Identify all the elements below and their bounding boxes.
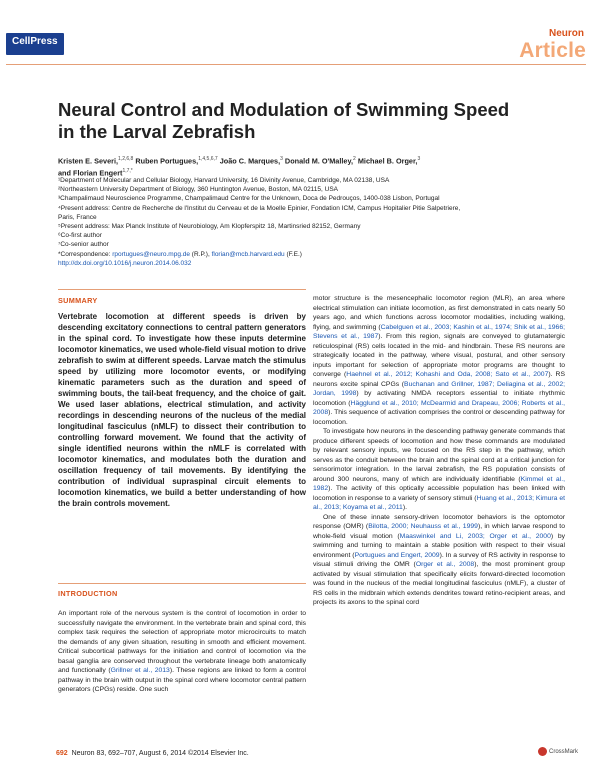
author-name: Kristen E. Severi, (58, 156, 119, 166)
affiliation-line: ¹Department of Molecular and Cellular Biology, Harvard University, 16 Divinity Avenue, Cambridge, MA 02138, USA (58, 177, 390, 184)
summary-text: Vertebrate locomotion at different speeds is driven by descending excitatory connections to central pattern generators in the spinal cord. To investigate how these inputs determine locomotor kinematics, we used whole-field visual motion to drive zebrafish to swim at different speeds. Larvae match the stimulus speed by utilizing more locomotor events, or modifying kinematic parameters such as the duration and speed of swimming bouts, the tail-beat frequency, and the choice of gait. We used laser ablations, electrical stimulation, and activity recordings in descending neurons of the nucleus of the medial longitudinal fasciculus (nMLF) to dissect their contribution to controlling forward movement. We found that the activity of single identified neurons within the nMLF is correlated with locomotor kinematics, and modulates both the duration and oscillation frequency of tail movements. By identifying the contribution of individual supraspinal circuit elements to locomotion kinematics, we build a better understanding of how the brain controls movement. (58, 312, 306, 508)
introduction-section (58, 589, 306, 695)
crossmark-label: CrossMark (549, 749, 579, 756)
intro-text: An important role of the nervous system is the control of locomotion in order to successfully navigate the environment. In the vertebrate brain and spinal cord, this complex task requires the selection of appropriate motor microcircuits to match the demands of any given situation, resulting in smooth and efficient movement. Critical subcortical pathways for the initiation and control of locomotion via the basal ganglia are conserved throughout the vertebrate lineage both anatomically and functionally ( (58, 610, 306, 674)
body-paragraph (313, 513, 565, 608)
affiliation-line: ³Champalimaud Neuroscience Programme, Champalimaud Centre for the Unknown, Doca de Pedrouços, 1400-038 Lisbon, Portugal (58, 195, 440, 203)
correspondence-text: (F.E.) (284, 250, 302, 258)
affiliation-line: ⁷Co-senior author (58, 241, 109, 249)
email-link-portugues[interactable]: rportugues@neuro.mpg.de (112, 250, 190, 258)
citation-link[interactable]: Hägglund et al., 2010; McDearmid and Drapeau, 2006; Roberts et al., 2008 (313, 399, 565, 416)
summary-heading: SUMMARY (58, 296, 98, 305)
citation-link[interactable]: Orger et al., 2008 (415, 561, 475, 568)
body-text: ). In a survey of RS activity in response to visual stimuli driving the OMR ( (313, 551, 566, 568)
introduction-heading: INTRODUCTION (58, 589, 118, 598)
body-text: ). (402, 504, 407, 511)
email-link-engert[interactable]: florian@mcb.harvard.edu (211, 250, 285, 258)
page-header (0, 0, 600, 62)
body-text: ) by activating NMDA receptors essential to initiate rhythmic locomotion ( (313, 390, 565, 407)
author-sup: 1,2,6,8 (118, 156, 134, 162)
body-text: To investigate how neurons in the descending pathway generate commands that produce different speeds of locomotion and how these commands are modulated by relevant sensory inputs, we focused on the RS step in the pathway, which serves as the conduit between the brain and the spinal cord at a critical junction for sensorimotor integration. In the larval zebrafish, the RS population consists of around 300 neurons, many of which are individually identifiable ( (313, 428, 565, 483)
citation-link[interactable]: Portugues and Engert, 2009 (354, 551, 440, 559)
correspondence-line (58, 250, 568, 259)
affiliation-line: Paris, France (58, 213, 97, 221)
body-text: ), the most prominent group activated by visual stimulation that specifically elicits forward-directed locomotion was found in the nucleus of the medial longitudinal fasciculus (nMLF), a cluster of RS cells in the midbrain which extends dendrites toward retino-recipient areas, and projects its axons to the spinal cord (313, 561, 566, 606)
doi-link[interactable]: http://dx.doi.org/10.1016/j.neuron.2014.06.032 (58, 259, 192, 267)
author-sup: 1,4,5,6,7 (198, 156, 218, 162)
page-footer (56, 750, 249, 757)
body-text: ). This sequence of activation comprises the control or descending pathway for locomotion. (313, 409, 565, 426)
author-name: Michael B. Orger, (355, 156, 418, 166)
affiliation-line: ⁶Co-first author (58, 232, 102, 240)
intro-top-rule (58, 583, 306, 584)
body-text: ) by swimming and turning to maintain a stable position with respect to their visual environment ( (313, 532, 566, 559)
summary-top-rule (58, 289, 306, 290)
citation-link[interactable]: Bilotta, 2000; Neuhauss et al., 1999 (368, 523, 478, 530)
body-paragraph (313, 427, 565, 513)
page-number: 692 (56, 750, 68, 757)
body-text: ). The activity of this optically accessible population has been linked with locomotion in response to a variety of sensory stimuli ( (313, 485, 565, 502)
author-name: João C. Marques, (217, 156, 281, 166)
author-name: and Florian Engert (58, 168, 123, 178)
body-paragraph (313, 294, 565, 427)
article-type: Article (519, 39, 586, 62)
body-text: ), in which larvae respond to whole-field visual motion ( (313, 523, 565, 540)
citation-link[interactable]: Cabelguen et al., 2003; Kashin et al., 1974; Shik et al., 1966; Stevens et al., 1987 (313, 323, 565, 340)
affiliation-line: ²Northeastern University Department of Biology, 360 Huntington Avenue, Boston, MA 02115, USA (58, 186, 339, 194)
crossmark-icon (538, 747, 547, 756)
header-rule (6, 64, 586, 65)
right-column (313, 294, 565, 608)
author-name: Donald M. O'Malley, (282, 156, 354, 166)
citation-link[interactable]: Buchanan and Grillner, 1987; Deliagina et al., 2002; Jordan, 1998 (313, 380, 565, 397)
body-text: One of these innate sensory-driven locomotor behaviors is the optomotor response (OMR) ( (313, 513, 565, 530)
article-title: Neural Control and Modulation of Swimming Speed in the Larval Zebrafish (58, 99, 510, 142)
citation-link[interactable]: Huang et al., 2013; Kimura et al., 2013; Koyama et al., 2011 (313, 494, 565, 511)
author-sup: 1,7,* (122, 168, 133, 175)
intro-text: ). These regions are linked to form a control pathway in the brain with output in the spinal cord where locomotor central pattern generators (CPGs) reside. One such (58, 667, 306, 693)
journal-name: Neuron (549, 28, 584, 39)
author-name: Ruben Portugues, (133, 156, 199, 166)
author-sup: 2 (353, 156, 356, 162)
affiliations (58, 176, 568, 268)
correspondence-label: *Correspondence: (58, 250, 113, 258)
author-sup: 3 (417, 156, 421, 162)
affiliation-line: ⁴Present address: Centre de Recherche de l'Institut du Cerveau et de la Moelle Epinier, Fondation ICM, Campus Hopitalier Pitie Salpetriere, (58, 204, 461, 212)
body-text: ). From this region, signals are conveyed to glutamatergic reticulospinal (RS) cells located in the mid- and hindbrain. These RS neurons are strategically located in the pathway, where visual, postural, and other sensory inputs important for selection of appropriate motor programs are thought to converge ( (313, 333, 565, 378)
intro-paragraph (58, 609, 306, 695)
body-text: motor structure is the mesencephalic locomotor region (MLR), an area where electrical stimulation can initiate locomotion, as first demonstrated in cats nearly 50 years ago, and which functions across locomotor modalities, including walking, flying, and swimming ( (313, 295, 565, 331)
author-sup: 3 (280, 156, 283, 162)
body-text: ). RS neurons excite spinal CPGs ( (313, 371, 566, 388)
citation-link[interactable]: Grillner et al., 2013 (110, 667, 170, 674)
correspondence-text: (R.P.), (190, 250, 212, 258)
journal-citation: Neuron 83, 692–707, August 6, 2014 ©2014 Elsevier Inc. (71, 750, 249, 757)
cellpress-logo: CellPress (6, 33, 64, 55)
affiliation-line: ⁵Present address: Max Planck Institute of Neurobiology, Am Klopferspitz 18, Martinsried 82152, Germany (58, 223, 361, 231)
citation-link[interactable]: Kimmel et al., 1982 (313, 475, 566, 492)
crossmark-badge[interactable] (538, 747, 578, 756)
citation-link[interactable]: Maaswinkel and Li, 2003; Orger et al., 2000 (399, 532, 551, 540)
citation-link[interactable]: Haehnel et al., 2012; Kohashi and Oda, 2008; Sato et al., 2007 (346, 371, 549, 378)
